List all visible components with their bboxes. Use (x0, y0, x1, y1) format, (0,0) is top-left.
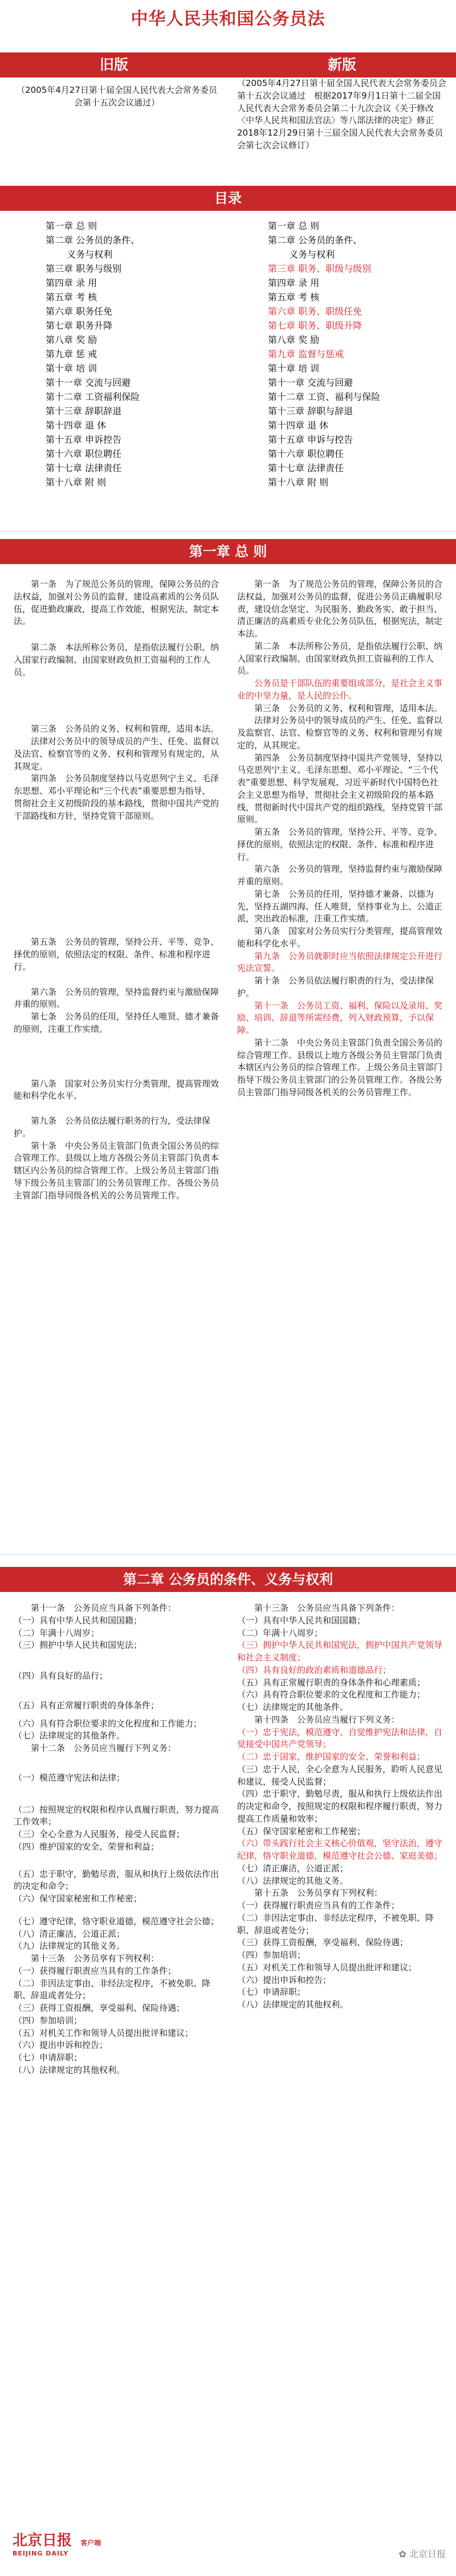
toc-item[interactable]: 第十四章 退 休 (268, 420, 329, 431)
article-13-old: 第十三条 公务员享有下列权利： (31, 1953, 160, 1963)
duty-item: （二）忠于国家，维护国家的安全、荣誉和利益； (237, 1752, 426, 1762)
toc-item[interactable]: 第十一章 交流与回避 (268, 377, 353, 388)
article-6-new: 第六条 公务员的管理，坚持监督约束与激励保障并重的原则。 (237, 864, 443, 887)
duty-item: （一）忠于宪法，模范遵守、自觉维护宪法和法律，自觉接受中国共产党领导； (237, 1726, 443, 1750)
toc-item[interactable]: 第十三章 辞职辞退 (46, 406, 122, 417)
toc-item[interactable]: 第二章 公务员的条件、 (268, 235, 363, 246)
right-item: （八）法律规定的其他权利。 (14, 2064, 125, 2075)
right-item: （五）对机关工作和领导人员提出批评和建议； (237, 1962, 417, 1973)
logo-text: 北京日报 (13, 2532, 72, 2549)
article-2-new: 第二条 本法所称公务员，是指依法履行公职、纳入国家行政编制、由国家财政负担工资福利的工作人员。 (237, 640, 443, 676)
article-8-old: 第八条 国家对公务员实行分类管理，提高管理效能和科学化水平。 (14, 1078, 219, 1101)
right-item: （八）法律规定的其他权利。 (237, 1999, 349, 2010)
condition-item: （六）具有符合职位要求的文化程度和工作能力； (237, 1689, 426, 1700)
duty-item: （四）忠于职守，勤勉尽责，服从和执行上级依法作出的决定和命令，按照规定的权限和程序履行职责，努力提高工作质量和效率； (237, 1789, 443, 1824)
logo-tag: 客户端 (80, 2539, 101, 2547)
toc-item[interactable]: 第六章 职务、职级任免 (268, 306, 363, 317)
right-item: （二）非因法定事由、非经法定程序，不被免职、降职、辞退或者处分； (237, 1912, 434, 1936)
condition-item: （一）具有中华人民共和国国籍； (237, 1615, 366, 1626)
duty-item: （三）忠于人民，全心全意为人民服务，聆听人民意见和建议，接受人民监督； (237, 1763, 443, 1787)
right-item: （一）获得履行职责应当具有的工作条件； (14, 1965, 177, 1976)
article-6-old: 第六条 公务员的管理，坚持监督约束与激励保障并重的原则。 (14, 986, 219, 1010)
condition-item: （三）拥护中华人民共和国宪法，拥护中国共产党领导和社会主义制度； (237, 1640, 443, 1663)
duty-item: （八）法律规定的其他义务。 (237, 1875, 349, 1886)
duty-item: （六）带头践行社会主义核心价值观，坚守法治，遵守纪律，恪守职业道德，模范遵守社会公德、家庭美德； (237, 1838, 443, 1861)
article-2-old: 第二条 本法所称公务员，是指依法履行公职、纳入国家行政编制、由国家财政负担工资福利的工作人员。 (14, 642, 219, 677)
toc-item[interactable]: 第十五章 申诉与控告 (268, 434, 353, 445)
toc-item[interactable]: 义务与权利 (268, 249, 335, 260)
right-item: （四）参加培训； (14, 2015, 83, 2026)
article-7-old: 第七条 公务员的任用，坚持任人唯贤、德才兼备的原则，注重工作实绩。 (14, 1011, 219, 1034)
right-item: （三）获得工资报酬，享受福利、保险待遇； (237, 1937, 409, 1948)
beijing-daily-logo (13, 2529, 101, 2557)
right-item: （五）对机关工作和领导人员提出批评和建议； (14, 2027, 194, 2038)
toc-item[interactable]: 第十七章 法律责任 (268, 463, 344, 473)
chapter-1-old-text (14, 578, 219, 1202)
watermark-icon: ✿ (398, 2549, 406, 2559)
duty-item: （五）保守国家秘密和工作秘密； (237, 1826, 366, 1836)
watermark-text: 北京日报 (409, 2549, 446, 2559)
article-1-old: 第一条 为了规范公务员的管理，保障公务员的合法权益，加强对公务员的监督，建设高素质的公务员队伍，促进勤政廉政，提高工作效能，根据宪法，制定本法。 (14, 579, 219, 627)
right-item: （七）申请辞职； (237, 1987, 306, 1998)
toc-item[interactable]: 第七章 职务升降 (46, 320, 113, 331)
new-toc (268, 219, 439, 489)
right-item: （七）申请辞职； (14, 2052, 83, 2063)
toc-item[interactable]: 第十二章 工资、福利与保险 (268, 391, 381, 402)
tab-new-version[interactable]: 新版 (327, 56, 356, 73)
duty-item: （七）清正廉洁，公道正派； (237, 1863, 349, 1873)
old-version-note: （2005年4月27日第十届全国人民代表大会常务委员会第十五次会议通过） (17, 85, 217, 108)
watermark (398, 2547, 446, 2560)
condition-item: （五）具有正常履行职责的身体条件和心理素质； (237, 1677, 426, 1688)
toc-item[interactable]: 第五章 考 核 (46, 292, 97, 303)
logo-english: BEIJING DAILY (13, 2550, 69, 2557)
toc-item[interactable]: 第十章 培 训 (46, 363, 97, 374)
article-4-new: 第四条 公务员制度坚持中国共产党领导，坚持以马克思列宁主义、毛泽东思想、邓小平理论、“三个代表”重要思想、科学发展观、习近平新时代中国特色社会主义思想为指导，贯彻社会主义初级阶段的基本路线，贯彻新时代中国共产党的组织路线，坚持党管干部原则。 (237, 752, 443, 825)
duty-item: （四）维护国家的安全、荣誉和利益； (14, 1841, 160, 1852)
article-3-old: 第三条 公务员的义务、权利和管理，适用本法。 (31, 724, 219, 734)
duty-item: （一）模范遵守宪法和法律； (14, 1772, 125, 1783)
condition-item: （一）具有中华人民共和国国籍； (14, 1615, 142, 1626)
toc-item[interactable]: 义务与权利 (46, 249, 113, 260)
toc-item[interactable]: 第十七章 法律责任 (46, 463, 122, 473)
article-4-old: 第四条 公务员制度坚持以马克思列宁主义、毛泽东思想、邓小平理论和“三个代表”重要思想为指导，贯彻社会主义初级阶段的基本路线，贯彻中国共产党的干部路线和方针，坚持党管干部原则。 (14, 773, 219, 821)
new-version-note: （2005年4月27日第十届全国人民代表大会常务委员会第十五次会议通过 根据2017年9月1日第十二届全国人民代表大会常务委员会第二十九次会议《关于修改〈中华人民共和国法官法〉等八部法律的决定》修正 2018年12月29日第十三届全国人民代表大会常务委员会第七次会议修订） (237, 78, 446, 150)
old-toc (46, 219, 217, 489)
right-item: （四）参加培训； (237, 1950, 306, 1960)
chapter-2-new-text (237, 1602, 442, 2011)
article-5-new: 第五条 公务员的管理，坚持公开、平等、竞争、择优的原则，依照法定的权限、条件、标准和程序进行。 (237, 827, 443, 862)
article-11-new: 第十一条 公务员工资、福利、保险以及录用、奖励、培训、辞退等所需经费，列入财政预算，予以保障。 (237, 1000, 443, 1035)
article-13-new: 第十三条 公务员应当具备下列条件： (254, 1603, 400, 1613)
toc-item[interactable]: 第一章 总 则 (268, 221, 320, 231)
article-7-new: 第七条 公务员的任用，坚持德才兼备、以德为先，坚持五湖四海、任人唯贤，坚持事业为上、公道正派，突出政治标准，注重工作实绩。 (237, 888, 443, 924)
page-title: 中华人民共和国公务员法 (131, 9, 325, 29)
toc-item[interactable]: 第四章 录 用 (268, 277, 320, 288)
toc-item[interactable]: 第十六章 职位聘任 (46, 448, 122, 459)
duty-item: （九）法律规定的其他义务。 (14, 1941, 125, 1952)
toc-item[interactable]: 第三章 职务、职级与级别 (268, 263, 372, 274)
right-item: （二）非因法定事由、非经法定程序，不被免职、降职、辞退或者处分； (14, 1978, 211, 2001)
chapter-2-title-bar: 第二章 公务员的条件、义务与权利 (0, 1567, 456, 1592)
catalog-title-bar: 目录 (0, 186, 456, 211)
divider (0, 1554, 456, 1555)
chapter-2-old-text (14, 1602, 219, 2077)
tab-old-version[interactable]: 旧版 (99, 56, 128, 73)
right-item: （三）获得工资报酬，享受福利、保险待遇； (14, 2003, 185, 2013)
article-3-new: 第三条 公务员的义务、权利和管理，适用本法。 (254, 703, 443, 713)
article-2-new-supplement: 公务员是干部队伍的重要组成部分，是社会主义事业的中坚力量，是人民的公仆。 (237, 678, 443, 701)
toc-item[interactable]: 第七章 职务、职级升降 (268, 320, 363, 331)
condition-item: （三）拥护中华人民共和国宪法； (14, 1640, 142, 1651)
toc-item[interactable]: 第十二章 工资福利保险 (46, 391, 140, 402)
condition-item: （四）具有良好的政治素质和道德品行； (237, 1664, 392, 1675)
duty-item: （三）全心全意为人民服务，接受人民监督； (14, 1829, 185, 1839)
duty-item: （八）清正廉洁，公道正派； (14, 1928, 125, 1939)
condition-item: （六）具有符合职位要求的文化程度和工作能力； (14, 1718, 202, 1729)
chapter-1-new-text (237, 578, 442, 1099)
article-15-new: 第十五条 公务员享有下列权利： (254, 1888, 383, 1899)
article-14-new: 第十四条 公务员应当履行下列义务： (254, 1714, 400, 1725)
article-8-new: 第八条 国家对公务员实行分类管理，提高管理效能和科学化水平。 (237, 926, 443, 949)
version-tab-bar (0, 52, 456, 77)
article-10-new: 第十条 公务员依法履行职责的行为，受法律保护。 (237, 975, 434, 998)
article-9-old: 第九条 公务员依法履行职务的行为，受法律保护。 (14, 1116, 211, 1138)
condition-item: （二）年满十八周岁； (14, 1627, 100, 1638)
right-item: （六）提出申诉和控告； (14, 2040, 108, 2051)
toc-item[interactable]: 第十五章 申诉控告 (46, 434, 122, 445)
right-item: （一）获得履行职责应当具有的工作条件； (237, 1900, 400, 1910)
article-12-new: 第十二条 中央公务员主管部门负责全国公务员的综合管理工作。县级以上地方各级公务员主管部门负责本辖区内公务员的综合管理工作。上级公务员主管部门指导下级公务员主管部门的公务员管理工作。各级公务员主管部门指导同级各机关的公务员管理工作。 (237, 1037, 443, 1097)
toc-item[interactable]: 第九章 惩 戒 (46, 349, 97, 360)
toc-item[interactable]: 第五章 考 核 (268, 292, 320, 303)
duty-item: （五）忠于职守，勤勉尽责，服从和执行上级依法作出的决定和命令； (14, 1868, 219, 1892)
toc-item[interactable]: 第八章 奖 励 (268, 334, 320, 345)
duty-item: （六）保守国家秘密和工作秘密； (14, 1893, 142, 1904)
toc-item[interactable]: 第十一章 交流与回避 (46, 377, 131, 388)
condition-item: （七）法律规定的其他条件。 (237, 1702, 349, 1712)
toc-item[interactable]: 第十六章 职位聘任 (268, 448, 344, 459)
toc-item[interactable]: 第十八章 附 则 (268, 477, 329, 488)
condition-item: （四）具有良好的品行； (14, 1671, 108, 1681)
article-3-old-detail: 法律对公务员中的领导成员的产生、任免、监督以及法官、检察官等的义务、权利和管理另有规定的，从其规定。 (14, 736, 219, 771)
article-10-old: 第十条 中央公务员主管部门负责全国公务员的综合管理工作。县级以上地方各级公务员主管部门负责本辖区内公务员的综合管理工作。上级公务员主管部门指导下级公务员主管部门的公务员管理工作。各级公务员主管部门指导同级各机关的公务员管理工作。 (14, 1140, 219, 1201)
right-item: （六）提出申诉和控告； (237, 1974, 332, 1985)
toc-item[interactable]: 第二章 公务员的条件、 (46, 235, 140, 246)
divider (0, 531, 456, 532)
toc-item[interactable]: 第六章 职务任免 (46, 306, 113, 317)
toc-item[interactable]: 第三章 职务与级别 (46, 263, 122, 274)
duty-item: （七）遵守纪律，恪守职业道德，模范遵守社会公德； (14, 1916, 219, 1926)
toc-item[interactable]: 第十八章 附 则 (46, 477, 107, 488)
article-9-new: 第九条 公务员就职时应当依照法律规定公开进行宪法宣誓。 (237, 950, 443, 974)
toc-item[interactable]: 第十四章 退 休 (46, 420, 107, 431)
toc-item[interactable]: 第十章 培 训 (268, 363, 320, 374)
condition-item: （二）年满十八周岁； (237, 1627, 323, 1638)
article-5-old: 第五条 公务员的管理，坚持公开、平等、竞争、择优的原则，依照法定的权限、条件、标准和程序进行。 (14, 937, 219, 972)
duty-item: （二）按照规定的权限和程序认真履行职责，努力提高工作效率； (14, 1804, 219, 1827)
toc-item[interactable]: 第八章 奖 励 (46, 334, 97, 345)
condition-item: （五）具有正常履行职责的身体条件； (14, 1700, 160, 1710)
article-11-old: 第十一条 公务员应当具备下列条件： (31, 1603, 177, 1613)
article-1-new: 第一条 为了规范公务员的管理，保障公务员的合法权益，加强对公务员的监督，促进公务员正确履职尽责，建设信念坚定、为民服务、勤政务实、敢于担当、清正廉洁的高素质专业化公务员队伍，根据宪法，制定本法。 (237, 579, 443, 639)
article-3-new-detail: 法律对公务员中的领导成员的产生、任免、监督以及监察官、法官、检察官等的义务、权利和管理另有规定的，从其规定。 (237, 715, 443, 750)
chapter-1-title-bar: 第一章 总 则 (0, 539, 456, 564)
toc-item[interactable]: 第九章 监督与惩戒 (268, 349, 344, 360)
condition-item: （七）法律规定的其他条件。 (14, 1730, 125, 1741)
toc-item[interactable]: 第一章 总 则 (46, 221, 97, 231)
toc-item[interactable]: 第四章 录 用 (46, 277, 97, 288)
article-12-old: 第十二条 公务员应当履行下列义务： (31, 1743, 177, 1753)
toc-item[interactable]: 第十三章 辞职与辞退 (268, 406, 353, 417)
